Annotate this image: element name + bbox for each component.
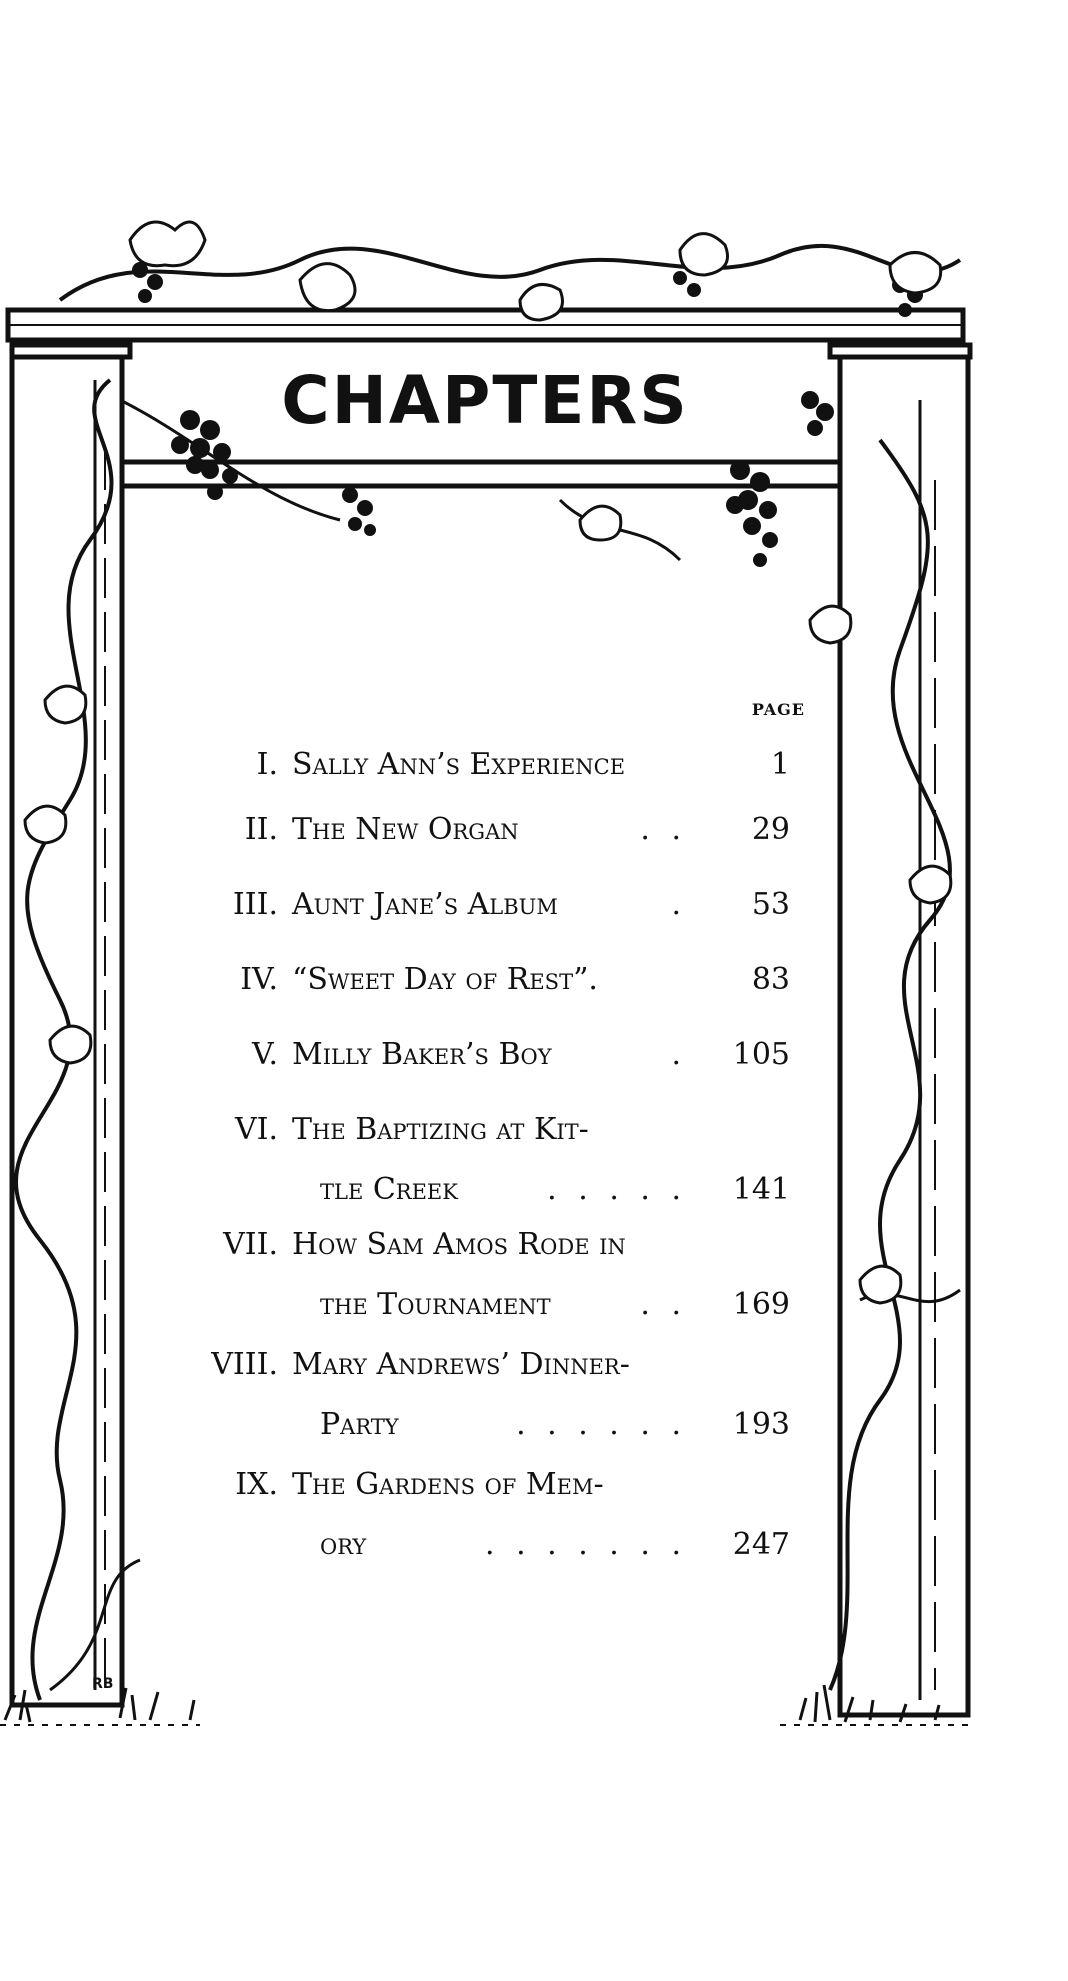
chapter-title-line: Milly Baker’s Boy xyxy=(292,1037,552,1072)
chapter-page-number: 105 xyxy=(732,1037,790,1072)
dot-leader: . xyxy=(671,1037,687,1072)
dot-leader: . . . . . xyxy=(547,1172,687,1207)
chapter-entry xyxy=(170,735,790,795)
chapter-entry xyxy=(170,800,790,860)
chapter-number: VIII. xyxy=(211,1347,278,1382)
chapter-title-line: The Gardens of Mem- xyxy=(292,1467,604,1502)
chapter-number: VII. xyxy=(223,1227,278,1262)
chapter-entry xyxy=(170,1100,790,1220)
chapter-entry xyxy=(170,1335,790,1455)
chapter-number: V. xyxy=(252,1037,278,1072)
chapter-title-line: “Sweet Day of Rest”. xyxy=(292,962,598,997)
chapter-entry xyxy=(170,1025,790,1085)
chapter-entry xyxy=(170,1215,790,1335)
chapter-entry xyxy=(170,1455,790,1575)
chapter-title-line: ory xyxy=(320,1527,367,1562)
chapter-title-line: The Baptizing at Kit- xyxy=(292,1112,589,1147)
chapter-page-number: 169 xyxy=(732,1287,790,1322)
chapter-page-number: 193 xyxy=(732,1407,790,1442)
dot-leader: . . . . . . . xyxy=(485,1527,687,1562)
chapter-title-line: the Tournament xyxy=(320,1287,551,1322)
chapter-number: IV. xyxy=(240,962,278,997)
chapter-page-number: 141 xyxy=(732,1172,790,1207)
chapter-page-number: 83 xyxy=(751,962,790,997)
dot-leader: . xyxy=(671,887,687,922)
chapter-page-number: 29 xyxy=(751,812,790,847)
chapter-title-line: Mary Andrews’ Dinner- xyxy=(292,1347,630,1382)
chapter-page-number: 1 xyxy=(770,747,790,782)
chapter-title-line: The New Organ xyxy=(292,812,519,847)
page-heading: CHAPTERS xyxy=(281,362,689,439)
page-column-label: PAGE xyxy=(751,700,805,719)
chapter-number: IX. xyxy=(235,1467,278,1502)
dot-leader: . . . . . . xyxy=(516,1407,687,1442)
chapter-page-number: 247 xyxy=(732,1527,790,1562)
chapter-number: I. xyxy=(256,747,278,782)
artist-monogram: RB xyxy=(92,1676,114,1692)
chapter-title-line: Sally Ann’s Experience xyxy=(292,747,626,782)
chapter-title-line: tle Creek xyxy=(320,1172,458,1207)
chapter-number: II. xyxy=(244,812,278,847)
chapter-entry xyxy=(170,950,790,1010)
dot-leader: . . xyxy=(640,1287,687,1322)
dot-leader: . . xyxy=(640,812,687,847)
chapter-title-line: Party xyxy=(320,1407,399,1442)
chapter-page-number: 53 xyxy=(751,887,790,922)
chapter-number: VI. xyxy=(234,1112,278,1147)
chapter-entry xyxy=(170,875,790,935)
chapter-title-line: How Sam Amos Rode in xyxy=(292,1227,626,1262)
chapter-number: III. xyxy=(232,887,278,922)
chapter-title-line: Aunt Jane’s Album xyxy=(292,887,558,922)
